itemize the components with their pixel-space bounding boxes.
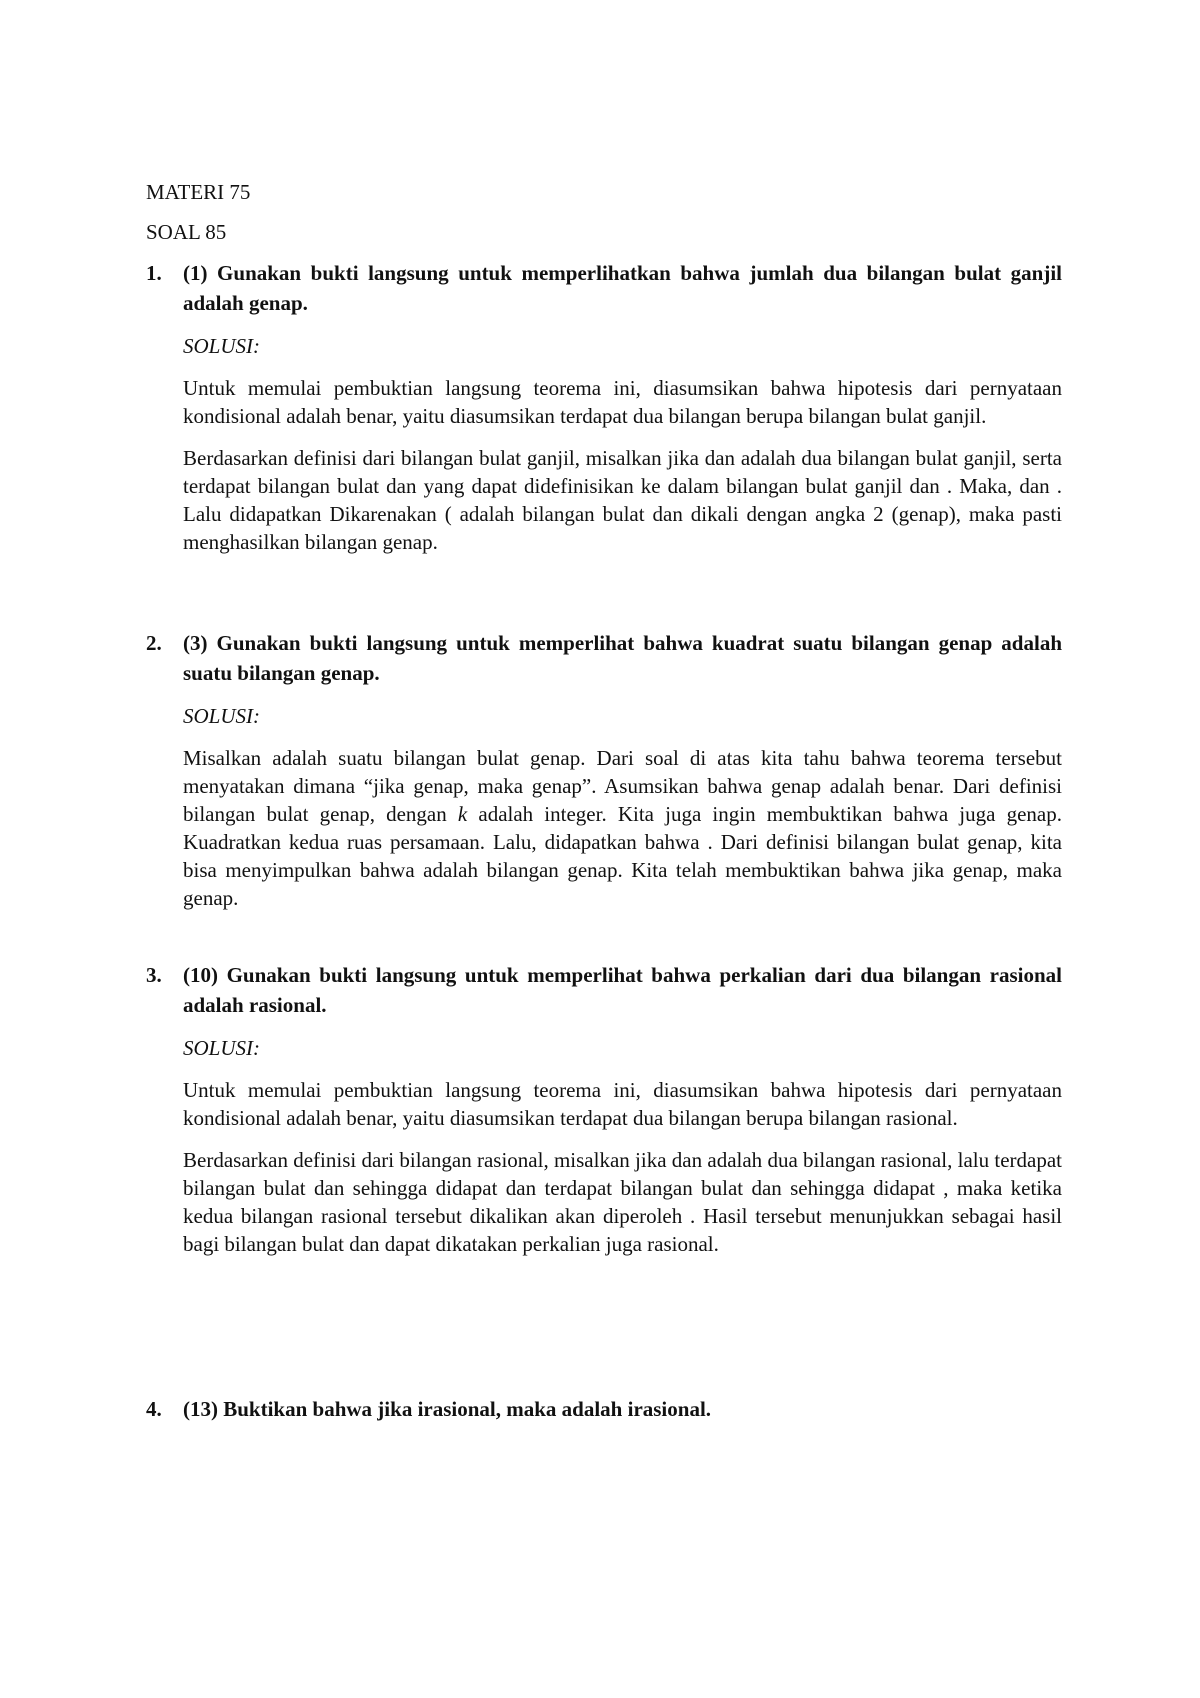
problem-question: (1) Gunakan bukti langsung untuk memperlihatkan bahwa jumlah dua bilangan bulat ganjil adalah genap. — [183, 261, 1062, 315]
solution-label: SOLUSI: — [183, 704, 260, 728]
problem-number: 2. — [146, 631, 162, 655]
solution-paragraph: Untuk memulai pembuktian langsung teorema ini, diasumsikan bahwa hipotesis dari pernyataan kondisional adalah benar, yaitu diasumsikan terdapat dua bilangan berupa bilangan bulat ganjil. — [183, 376, 1062, 428]
solution-paragraph: Untuk memulai pembuktian langsung teorema ini, diasumsikan bahwa hipotesis dari pernyataan kondisional adalah benar, yaitu diasumsikan terdapat dua bilangan berupa bilangan rasional. — [183, 1078, 1062, 1130]
problem-number: 1. — [146, 261, 162, 285]
paragraph-text: Misalkan adalah suatu bilangan bulat genap. Dari soal di atas kita tahu bahwa teorema tersebut menyatakan dimana “jika genap, maka genap”. Asumsikan bahwa genap adalah benar. Dari definisi bilangan bulat genap, dengan — [183, 746, 1062, 826]
solution-paragraph: Berdasarkan definisi dari bilangan rasional, misalkan jika dan adalah dua bilangan rasional, lalu terdapat bilangan bulat dan sehingga didapat dan terdapat bilangan bulat dan sehingga didapat , maka ketika kedua bilangan rasional tersebut dikalikan akan diperoleh . Hasil tersebut menunjukkan sebagai hasil bagi bilangan bulat dan dapat dikatakan perkalian juga rasional. — [183, 1148, 1062, 1256]
problem-question: (10) Gunakan bukti langsung untuk memperlihat bahwa perkalian dari dua bilangan rasional adalah rasional. — [183, 963, 1062, 1017]
solution-label: SOLUSI: — [183, 1036, 260, 1060]
variable-k: k — [457, 802, 468, 826]
problem-question: (13) Buktikan bahwa jika irasional, maka adalah irasional. — [183, 1397, 712, 1421]
solution-label: SOLUSI: — [183, 334, 260, 358]
problem-question: (3) Gunakan bukti langsung untuk memperlihat bahwa kuadrat suatu bilangan genap adalah suatu bilangan genap. — [183, 631, 1062, 685]
solution-paragraph — [183, 744, 1062, 912]
soal-heading: SOAL 85 — [146, 220, 227, 244]
solution-paragraph: Berdasarkan definisi dari bilangan bulat ganjil, misalkan jika dan adalah dua bilangan bulat ganjil, serta terdapat bilangan bulat dan yang dapat didefinisikan ke dalam bilangan bulat ganjil dan . Maka, dan . Lalu didapatkan Dikarenakan ( adalah bilangan bulat dan dikali dengan angka 2 (genap), maka pasti menghasilkan bilangan genap. — [183, 446, 1062, 554]
problem-4 — [146, 1394, 1062, 1424]
paragraph-text: adalah integer. Kita juga ingin membuktikan bahwa juga genap. Kuadratkan kedua ruas persamaan. Lalu, didapatkan bahwa . Dari definisi bilangan bulat genap, kita bisa menyimpulkan bahwa adalah bilangan genap. Kita telah membuktikan bahwa jika genap, maka genap. — [183, 802, 1062, 910]
materi-heading: MATERI 75 — [146, 180, 251, 204]
problem-1 — [146, 258, 1062, 556]
problem-2 — [146, 628, 1062, 912]
problem-number: 3. — [146, 963, 162, 987]
problem-3 — [146, 960, 1062, 1258]
problem-number: 4. — [146, 1397, 162, 1421]
